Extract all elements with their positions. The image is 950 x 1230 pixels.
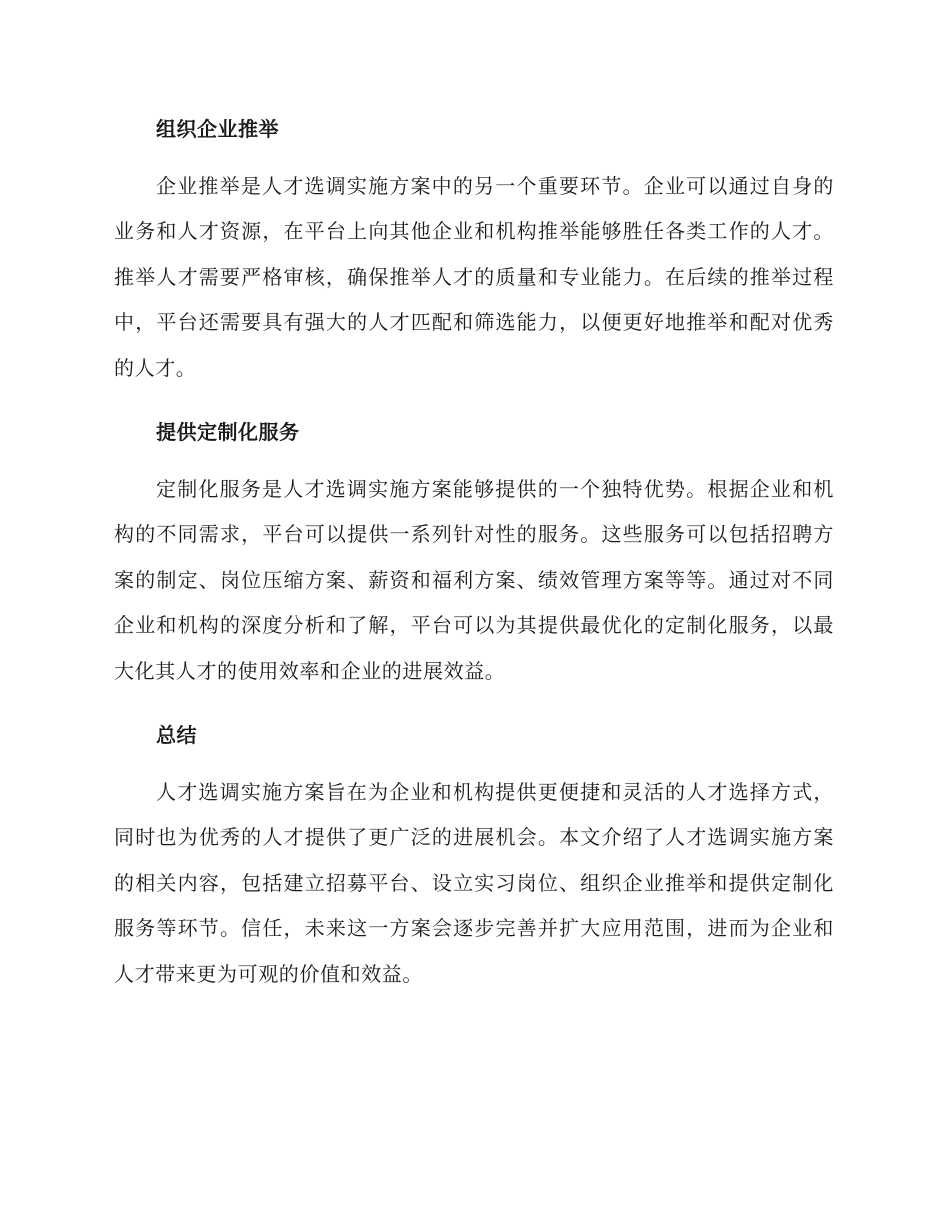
- section-heading: 组织企业推举: [156, 117, 279, 141]
- section-enterprise-recommendation: [114, 114, 834, 391]
- section-paragraph: 企业推举是人才选调实施方案中的另一个重要环节。企业可以通过自身的业务和人才资源，在平台上向其他企业和机构推举能够胜任各类工作的人才。推举人才需要严格审核，确保推举人才的质量和专业能力。在后续的推举过程中，平台还需要具有强大的人才匹配和筛选能力，以便更好地推举和配对优秀的人才。: [114, 174, 834, 380]
- section-heading: 提供定制化服务: [156, 420, 300, 445]
- section-heading: 总结: [156, 723, 197, 748]
- section-summary: [114, 720, 834, 997]
- section-customized-service: [114, 417, 834, 694]
- section-paragraph: 人才选调实施方案旨在为企业和机构提供更便捷和灵活的人才选择方式，同时也为优秀的人才提供了更广泛的进展机会。本文介绍了人才选调实施方案的相关内容，包括建立招募平台、设立实习岗位、组织企业推举和提供定制化服务等环节。信任，未来这一方案会逐步完善并扩大应用范围，进而为企业和人才带来更为可观的价值和效益。: [114, 780, 834, 986]
- section-paragraph: 定制化服务是人才选调实施方案能够提供的一个独特优势。根据企业和机构的不同需求，平台可以提供一系列针对性的服务。这些服务可以包括招聘方案的制定、岗位压缩方案、薪资和福利方案、绩效管理方案等等。通过对不同企业和机构的深度分析和了解，平台可以为其提供最优化的定制化服务，以最大化其人才的使用效率和企业的进展效益。: [114, 477, 834, 683]
